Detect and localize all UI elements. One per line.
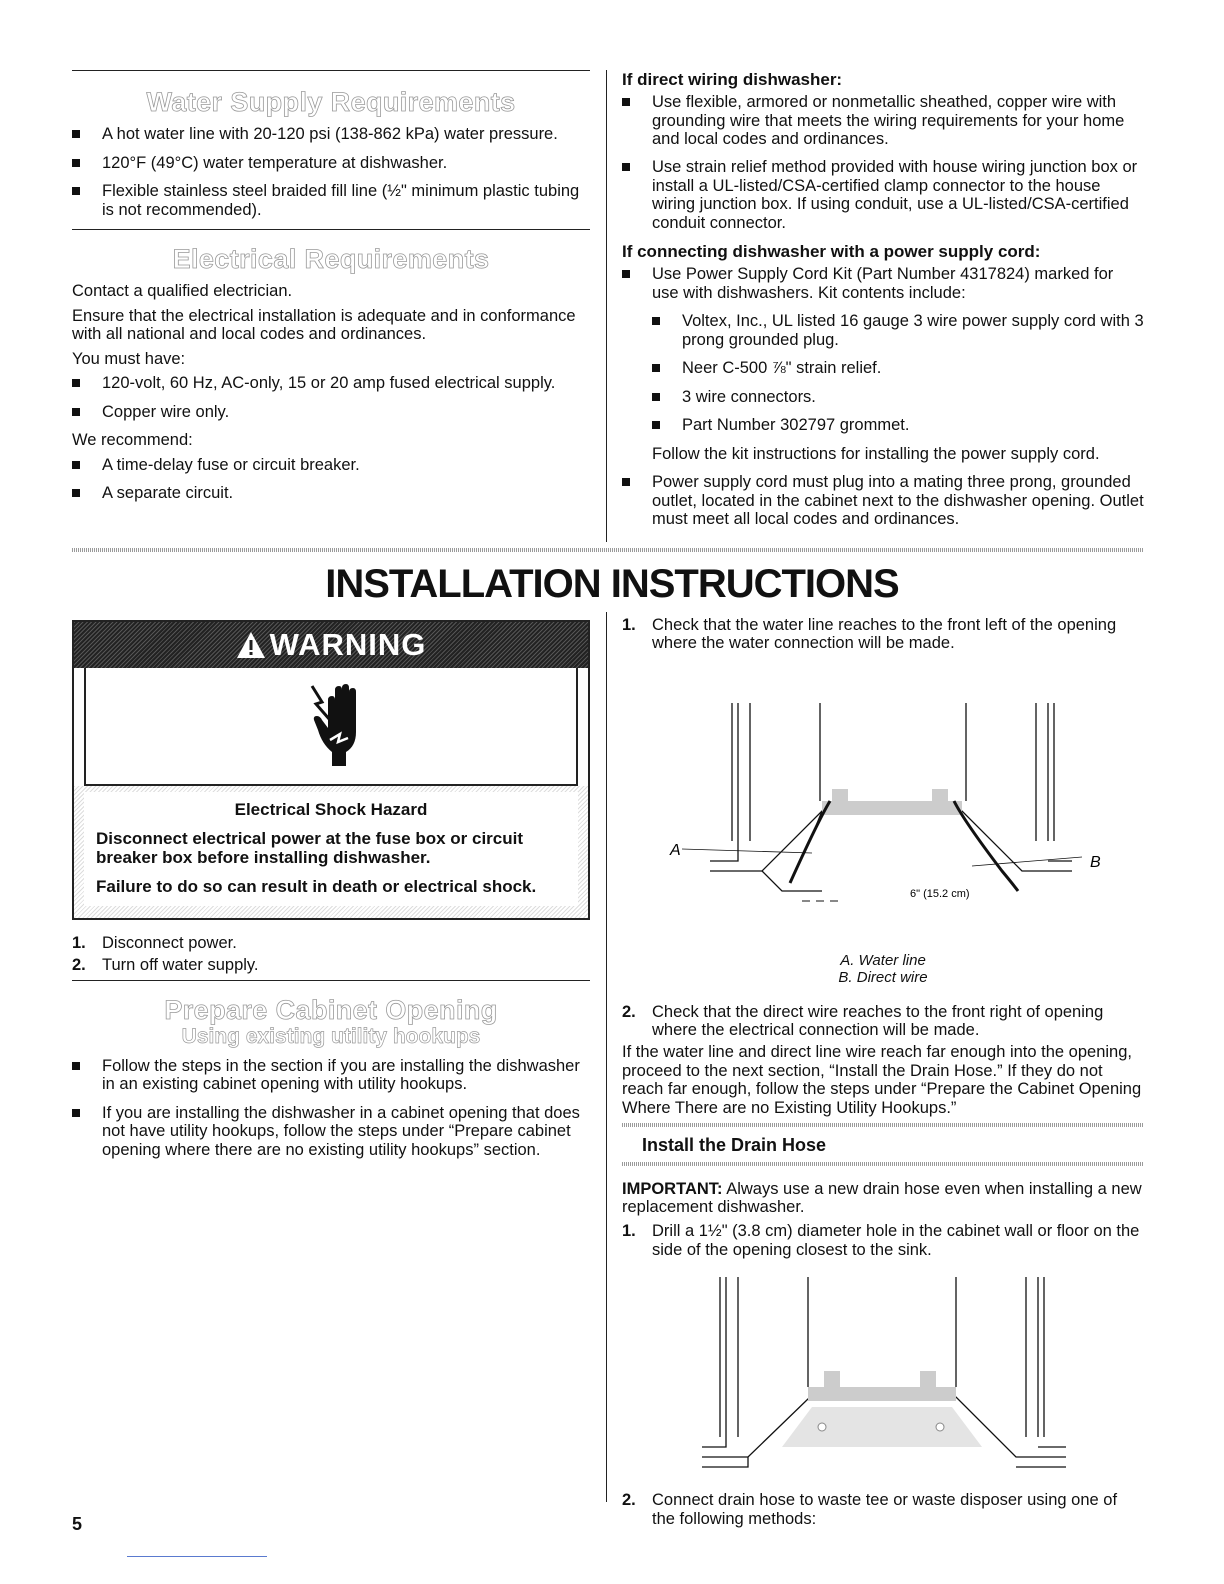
list-item: Copper wire only. xyxy=(72,403,590,421)
drain-steps xyxy=(622,1222,1144,1259)
step-text: Check that the water line reaches to the front left of the opening where the water connection will be made. xyxy=(652,616,1117,653)
list-item xyxy=(72,956,590,974)
measure-label: 6" (15.2 cm) xyxy=(910,887,970,900)
kit-contents-list xyxy=(652,312,1144,434)
list-item: Flexible stainless steel braided fill line (½" minimum plastic tubing is not recommended). xyxy=(72,182,590,219)
list-item: 120°F (49°C) water temperature at dishwasher. xyxy=(72,154,590,172)
caption-b: B. Direct wire xyxy=(838,968,928,986)
water-line-diagram xyxy=(622,661,1144,911)
left-column-bottom xyxy=(72,620,590,1169)
warning-triangle-icon xyxy=(236,631,266,659)
drain-hole-diagram xyxy=(622,1267,1144,1477)
important-text: Always use a new drain hose even when installing a new replacement dishwasher. xyxy=(622,1179,1142,1216)
left-column-top xyxy=(72,70,590,513)
section-separator xyxy=(72,548,1144,552)
list-item xyxy=(622,1222,1144,1259)
must-have-list xyxy=(72,374,590,421)
list-item: Neer C-500 ⅞" strain relief. xyxy=(652,359,1144,377)
right-column-bottom xyxy=(622,616,1144,1531)
water-supply-list xyxy=(72,125,590,219)
step-text: Drill a 1½" (3.8 cm) diameter hole in the cabinet wall or floor on the side of the opening closest to the sink. xyxy=(652,1222,1140,1259)
list-item: Use strain relief method provided with house wiring junction box or install a UL-listed/CSA-certified clamp connector to the house wiring junction box. If using conduit, use a UL-listed/CSA-certified conduit connector. xyxy=(622,158,1144,232)
important-label: IMPORTANT: xyxy=(622,1179,723,1198)
label-b: B xyxy=(1090,853,1101,871)
drain-hose-heading: Install the Drain Hose xyxy=(642,1135,827,1156)
step-text: Connect drain hose to waste tee or waste disposer using one of the following methods: xyxy=(652,1491,1118,1528)
list-item: A time-delay fuse or circuit breaker. xyxy=(72,456,590,474)
warning-line-2: Failure to do so can result in death or electrical shock. xyxy=(96,877,537,897)
list-item: A hot water line with 20-120 psi (138-862 kPa) water pressure. xyxy=(72,125,590,143)
step-text: Check that the direct wire reaches to the front right of opening where the electrical connection will be made. xyxy=(652,1002,1104,1039)
step-number: 2. xyxy=(622,1002,636,1021)
steps-list xyxy=(72,934,590,974)
rule xyxy=(72,70,590,71)
column-divider-top xyxy=(606,70,607,542)
list-item: Use flexible, armored or nonmetallic sheathed, copper wire with grounding wire that meets the wiring requirements for your home and local codes and ordinances. xyxy=(622,93,1144,148)
direct-wiring-list xyxy=(622,93,1144,232)
caption-a: A. Water line xyxy=(840,951,926,969)
hazard-title: Electrical Shock Hazard xyxy=(234,800,428,819)
prepare-cabinet-title: Prepare Cabinet Opening xyxy=(164,995,498,1026)
warning-text-panel xyxy=(84,792,578,906)
page-title: INSTALLATION INSTRUCTIONS xyxy=(325,562,899,606)
important-note xyxy=(622,1180,1144,1217)
step-number: 2. xyxy=(72,955,86,974)
rule xyxy=(72,980,590,981)
warning-header xyxy=(74,622,588,668)
list-item: Part Number 302797 grommet. xyxy=(652,416,1144,434)
prepare-cabinet-list xyxy=(72,1057,590,1159)
rule xyxy=(72,229,590,230)
power-cord-list xyxy=(622,265,1144,528)
step-number: 1. xyxy=(622,616,636,634)
label-a: A xyxy=(670,841,681,859)
check-steps xyxy=(622,616,1144,653)
step-number: 1. xyxy=(622,1222,636,1241)
warning-symbol-area xyxy=(84,668,578,786)
list-item: A separate circuit. xyxy=(72,484,590,502)
column-divider-bottom xyxy=(606,612,607,1502)
footer-line xyxy=(127,1556,267,1557)
electrical-title: Electrical Requirements xyxy=(172,244,490,275)
check-steps-2 xyxy=(622,1003,1144,1040)
step-text: Disconnect power. xyxy=(102,934,237,953)
list-item: 3 wire connectors. xyxy=(652,388,1144,406)
paragraph: Contact a qualified electrician. xyxy=(72,282,293,301)
warning-box xyxy=(72,620,590,920)
paragraph: We recommend: xyxy=(72,431,193,450)
list-item: Follow the steps in the section if you are installing the dishwasher in an existing cabinet opening with utility hookups. xyxy=(72,1057,590,1094)
paragraph: If the water line and direct line wire reach far enough into the opening, proceed to the next section, “Install the Drain Hose.” If they do not reach far enough, follow the steps under “Prepare the Cabinet Opening Where There are no Existing Utility Hookups.” xyxy=(622,1043,1142,1117)
drain-steps-2 xyxy=(622,1491,1144,1528)
step-text: Turn off water supply. xyxy=(102,955,259,974)
list-item: 120-volt, 60 Hz, AC-only, 15 or 20 amp fused electrical supply. xyxy=(72,374,590,392)
list-item xyxy=(622,1491,1144,1528)
page-number: 5 xyxy=(72,1514,83,1534)
separator xyxy=(622,1162,1144,1166)
list-item xyxy=(622,616,1144,653)
power-cord-heading: If connecting dishwasher with a power supply cord: xyxy=(622,242,1041,262)
direct-wiring-heading: If direct wiring dishwasher: xyxy=(622,70,843,89)
list-item: Power supply cord must plug into a mating three prong, grounded outlet, located in the cabinet next to the dishwasher opening. Outlet must meet all local codes and ordinances. xyxy=(622,473,1144,528)
water-supply-title: Water Supply Requirements xyxy=(146,87,516,117)
prepare-cabinet-subtitle: Using existing utility hookups xyxy=(181,1025,481,1049)
follow-instructions: Follow the kit instructions for installing the power supply cord. xyxy=(652,444,1100,463)
list-item: Voltex, Inc., UL listed 16 gauge 3 wire power supply cord with 3 prong grounded plug. xyxy=(652,312,1144,349)
warning-line-1: Disconnect electrical power at the fuse box or circuit breaker box before installing dishwasher. xyxy=(96,829,524,868)
list-item xyxy=(622,265,1144,463)
step-number: 1. xyxy=(72,934,86,953)
warning-label: WARNING xyxy=(269,626,427,662)
list-item xyxy=(72,934,590,952)
list-item: If you are installing the dishwasher in a cabinet opening that does not have utility hookups, follow the steps under “Prepare cabinet opening where there are no existing utility hookups” section. xyxy=(72,1104,590,1159)
paragraph: You must have: xyxy=(72,349,186,368)
paragraph: Ensure that the electrical installation is adequate and in conformance with all national and local codes and ordinances. xyxy=(72,306,576,344)
step-number: 2. xyxy=(622,1491,636,1510)
separator xyxy=(622,1123,1144,1127)
list-item-text: Use Power Supply Cord Kit (Part Number 4317824) marked for use with dishwashers. Kit contents include: xyxy=(652,265,1114,302)
list-item xyxy=(622,1003,1144,1040)
warning-text-area xyxy=(74,786,588,918)
right-column-top xyxy=(622,70,1144,539)
electrical-shock-hand-icon xyxy=(310,680,380,770)
recommend-list xyxy=(72,456,590,503)
